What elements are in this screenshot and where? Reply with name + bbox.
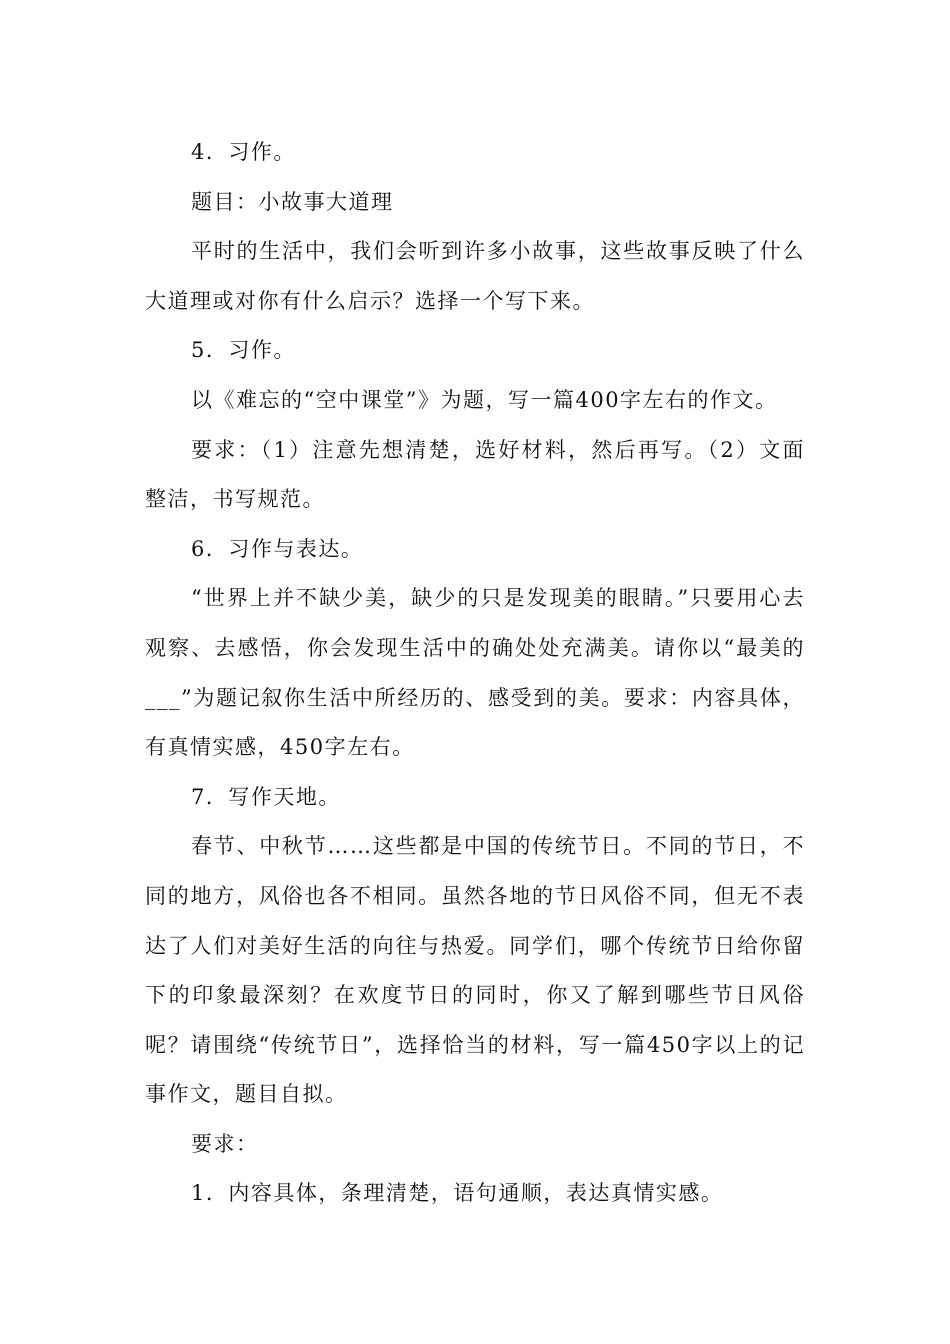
document-body (145, 128, 805, 1219)
task-5-requirements: 要求：（1）注意先想清楚，选好材料，然后再写。（2）文面整洁，书写规范。 (145, 437, 805, 512)
task-5-prompt: 以《难忘的“空中课堂”》为题，写一篇400字左右的作文。 (191, 387, 778, 412)
task-7-heading: 7．写作天地。 (191, 784, 341, 809)
task-6-prompt: “世界上并不缺少美，缺少的只是发现美的眼睛。”只要用心去观察、去感悟，你会发现生活中的确处处充满美。请你以“最美的___”为题记叙你生活中所经历的、感受到的美。要求：内容具体，有真情实感，450字左右。 (145, 586, 805, 760)
task-4-heading: 4．习作。 (191, 140, 296, 164)
task-7-requirement-1: 1．内容具体，条理清楚，语句通顺，表达真情实感。 (191, 1181, 724, 1206)
task-6-heading: 6．习作与表达。 (191, 536, 364, 561)
task-7-prompt: 春节、中秋节……这些都是中国的传统节日。不同的节日，不同的地方，风俗也各不相同。虽然各地的节日风俗不同，但无不表达了人们对美好生活的向往与热爱。同学们，哪个传统节日给你留下的印象最深刻？在欢度节日的同时，你又了解到哪些节日风俗呢？请围绕“传统节日”，选择恰当的材料，写一篇450字以上的记事作文，题目自拟。 (145, 834, 805, 1107)
task-5-heading: 5．习作。 (191, 338, 296, 363)
task-4-prompt: 平时的生活中，我们会听到许多小故事，这些故事反映了什么大道理或对你有什么启示？选择一个写下来。 (145, 239, 805, 313)
task-7-requirements-label: 要求： (191, 1131, 259, 1156)
task-4-title: 题目：小故事大道理 (191, 189, 394, 214)
